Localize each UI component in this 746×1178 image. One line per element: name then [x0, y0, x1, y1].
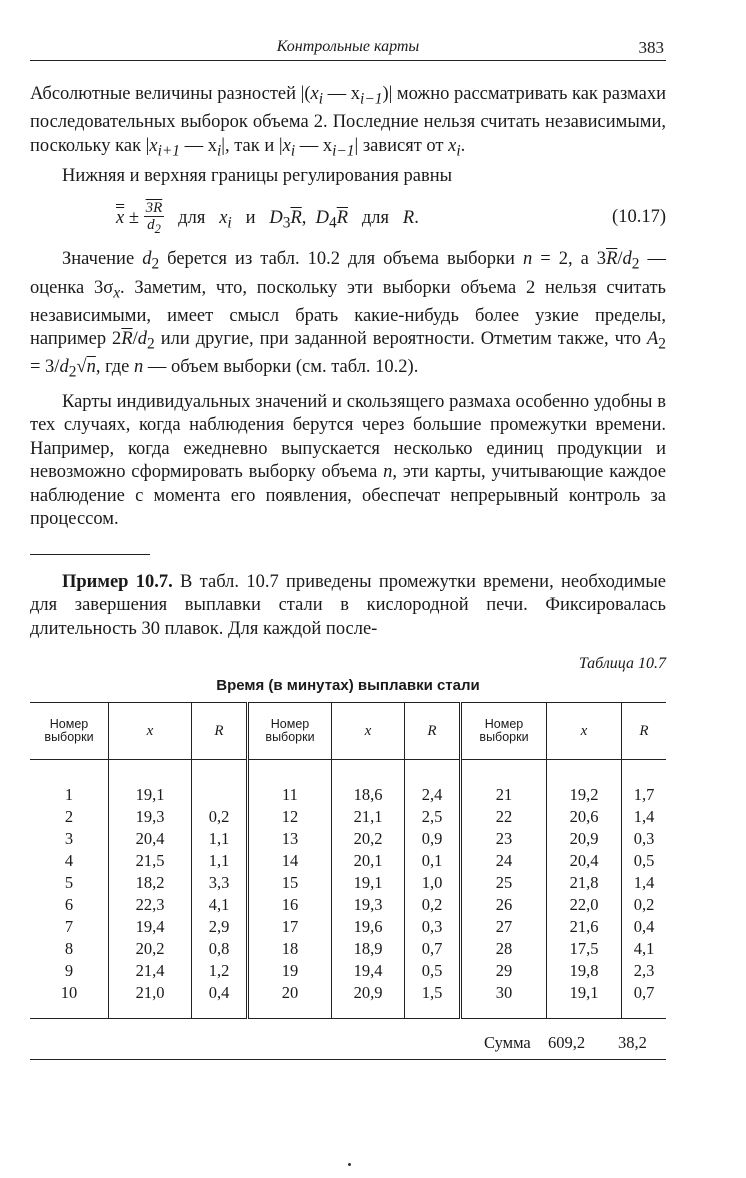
table-cell: 19,8	[547, 960, 622, 982]
paragraph-limits-intro: Нижняя и верхняя границы регулирования равны	[62, 165, 453, 186]
table-cell: 18,2	[109, 872, 192, 894]
table-cell: 28	[461, 938, 547, 960]
table-cell: 0,2	[192, 806, 248, 828]
table-cell: 18,6	[332, 760, 405, 807]
table-cell: 0,3	[622, 828, 667, 850]
table-cell: 21,8	[547, 872, 622, 894]
table-cell: 19,3	[332, 894, 405, 916]
table-cell: 1	[64, 785, 74, 805]
sum-r: 38,2	[618, 1033, 647, 1053]
table-cell: 0,5	[622, 850, 667, 872]
table-cell: 20,2	[109, 938, 192, 960]
sum-label: Сумма	[484, 1033, 531, 1053]
table-cell: 4,1	[192, 894, 248, 916]
table-cell: 19,6	[332, 916, 405, 938]
table-row	[30, 938, 666, 960]
table-cell: 13	[248, 828, 332, 850]
table-cell: 22	[461, 806, 547, 828]
steel-melting-table	[30, 702, 666, 1019]
equation-number: (10.17)	[612, 207, 666, 228]
table-cell: 23	[461, 828, 547, 850]
table-row	[30, 828, 666, 850]
table-cell: 0,8	[192, 938, 248, 960]
table-cell: 17,5	[547, 938, 622, 960]
table-cell: 19,1	[332, 872, 405, 894]
table-cell: 0,4	[622, 916, 667, 938]
example-10-7: Пример 10.7. В табл. 10.7 приведены промежутки времени, необходимые для завершения выплавки стали в кислородной печи. Фиксировалась длительность 30 плавок. Для каждой после-	[30, 571, 666, 639]
page-speck	[348, 1163, 351, 1166]
table-cell: 1,4	[622, 872, 667, 894]
table-cell: 20,1	[332, 850, 405, 872]
page-number: 383	[638, 38, 664, 57]
table-sum-row	[30, 1019, 666, 1060]
sum-x: 609,2	[548, 1033, 586, 1053]
table-row	[30, 850, 666, 872]
table-cell: 19,2	[547, 760, 622, 807]
paragraph-individual-charts: Карты индивидуальных значений и скользящего размаха особенно удобны в тех случаях, когда наблюдения берутся через большие промежутки времени. Например, когда ежедневно выпускается несколько единиц продукции и невозможно сформировать выборку объема n, эти карты, учитывающие каждое наблюдение с момента его появления, обеспечат непрерывный контроль за процессом.	[30, 391, 666, 530]
table-cell: 0,1	[405, 850, 461, 872]
table-cell: 20,4	[109, 828, 192, 850]
table-cell: 30	[461, 982, 547, 1019]
table-cell: 22,0	[547, 894, 622, 916]
table-caption: Таблица 10.7	[578, 655, 666, 673]
table-cell: 1,4	[622, 806, 667, 828]
table-cell	[192, 760, 248, 807]
section-divider	[30, 554, 150, 555]
table-cell: 19,1	[109, 760, 192, 807]
table-cell: 19,3	[109, 806, 192, 828]
table-cell: 4	[64, 851, 74, 871]
table-cell: 1,1	[192, 850, 248, 872]
table-cell: 2,5	[405, 806, 461, 828]
paragraph-differences: Абсолютные величины разностей $|(x_i$ — $x_{i-1})|$ можно рассматривать как размахи последовательных выборок объема 2. Последние нельзя считать независимыми, поскольку как $|x_{i+1}$ — $x_i|$, так и $|x_i$ — $x_{i-1}|$ зависят от $x_i$.	[30, 84, 666, 160]
table-cell: 0,2	[405, 894, 461, 916]
running-title: Контрольные карты	[276, 38, 420, 55]
table-cell: 20,9	[547, 828, 622, 850]
table-cell: 22,3	[109, 894, 192, 916]
table-cell: 19,4	[109, 916, 192, 938]
table-row	[30, 872, 666, 894]
table-cell: 2,9	[192, 916, 248, 938]
table-row	[30, 806, 666, 828]
table-row	[30, 894, 666, 916]
table-cell: 25	[461, 872, 547, 894]
table-cell: 21	[461, 760, 547, 807]
table-header-row: Номер выборки x R Номер выборки x R Номер выборки x R	[30, 703, 666, 760]
table-cell: 2,3	[622, 960, 667, 982]
table-cell: 1,2	[192, 960, 248, 982]
table-row	[30, 960, 666, 982]
table-cell: 2	[64, 807, 74, 827]
table-cell: 26	[461, 894, 547, 916]
table-cell: 20,6	[547, 806, 622, 828]
table-cell: 21,4	[109, 960, 192, 982]
table-cell: 18,9	[332, 938, 405, 960]
table-cell: 21,5	[109, 850, 192, 872]
table-cell: 0,4	[192, 982, 248, 1019]
table-cell: 8	[64, 939, 74, 959]
table-cell: 6	[64, 895, 74, 915]
table-cell: 29	[461, 960, 547, 982]
paragraph-d2-note: Значение $d_2$ берется из табл. 10.2 для объема выборки n = 2, а $3\overline{R}/d_2$ — оценка $3\sigma_x$. Заметим, что, поскольку эти выборки объема 2 нельзя считать независимыми, имеет смысл брать какие-нибудь более узкие пределы, например $2\overline{R}/d_2$ или другие, при заданной вероятности. Отметим также, что $A_2 = 3/d_2√n$, где n — объем выборки (см. табл. 10.2).	[30, 249, 666, 382]
table-cell: 17	[248, 916, 332, 938]
table-cell: 7	[64, 917, 74, 937]
table-cell: 20,2	[332, 828, 405, 850]
table-cell: 21,6	[547, 916, 622, 938]
table-cell: 1,1	[192, 828, 248, 850]
table-cell: 5	[64, 873, 74, 893]
table-cell: 1,0	[405, 872, 461, 894]
table-cell: 9	[64, 961, 74, 981]
table-cell: 19	[248, 960, 332, 982]
table-cell: 1,5	[405, 982, 461, 1019]
table-cell: 20,4	[547, 850, 622, 872]
table-cell: 14	[248, 850, 332, 872]
table-cell: 10	[30, 982, 109, 1019]
book-page	[30, 30, 666, 1060]
table-cell: 27	[461, 916, 547, 938]
table-cell: 20,9	[332, 982, 405, 1019]
table-cell: 2,4	[405, 760, 461, 807]
table-cell: 0,7	[405, 938, 461, 960]
table-cell: 12	[248, 806, 332, 828]
equation-10-17: x ± $\frac{3R}{d_2}$ для $x_i$ и $D_3\overline{R}$, $D_4\overline{R}$ для R. (10.17)	[116, 200, 666, 237]
table-cell: 21,1	[332, 806, 405, 828]
table-cell: 24	[461, 850, 547, 872]
table-cell: 11	[248, 760, 332, 807]
table-cell: 0,7	[622, 982, 667, 1019]
table-cell: 15	[248, 872, 332, 894]
table-cell: 20	[248, 982, 332, 1019]
table-cell: 16	[248, 894, 332, 916]
table-cell: 0,3	[405, 916, 461, 938]
table-cell: 19,1	[547, 982, 622, 1019]
table-cell: 0,2	[622, 894, 667, 916]
table-row	[30, 982, 666, 1019]
running-header	[30, 30, 666, 61]
table-cell: 3	[64, 829, 74, 849]
table-cell: 21,0	[109, 982, 192, 1019]
table-cell: 19,4	[332, 960, 405, 982]
table-title: Время (в минутах) выплавки стали	[216, 677, 480, 695]
table-cell: 0,5	[405, 960, 461, 982]
table-cell: 4,1	[622, 938, 667, 960]
table-cell: 18	[248, 938, 332, 960]
table-cell: 3,3	[192, 872, 248, 894]
table-row	[30, 916, 666, 938]
table-cell: 1,7	[622, 760, 667, 807]
table-row	[30, 760, 666, 807]
table-cell: 0,9	[405, 828, 461, 850]
